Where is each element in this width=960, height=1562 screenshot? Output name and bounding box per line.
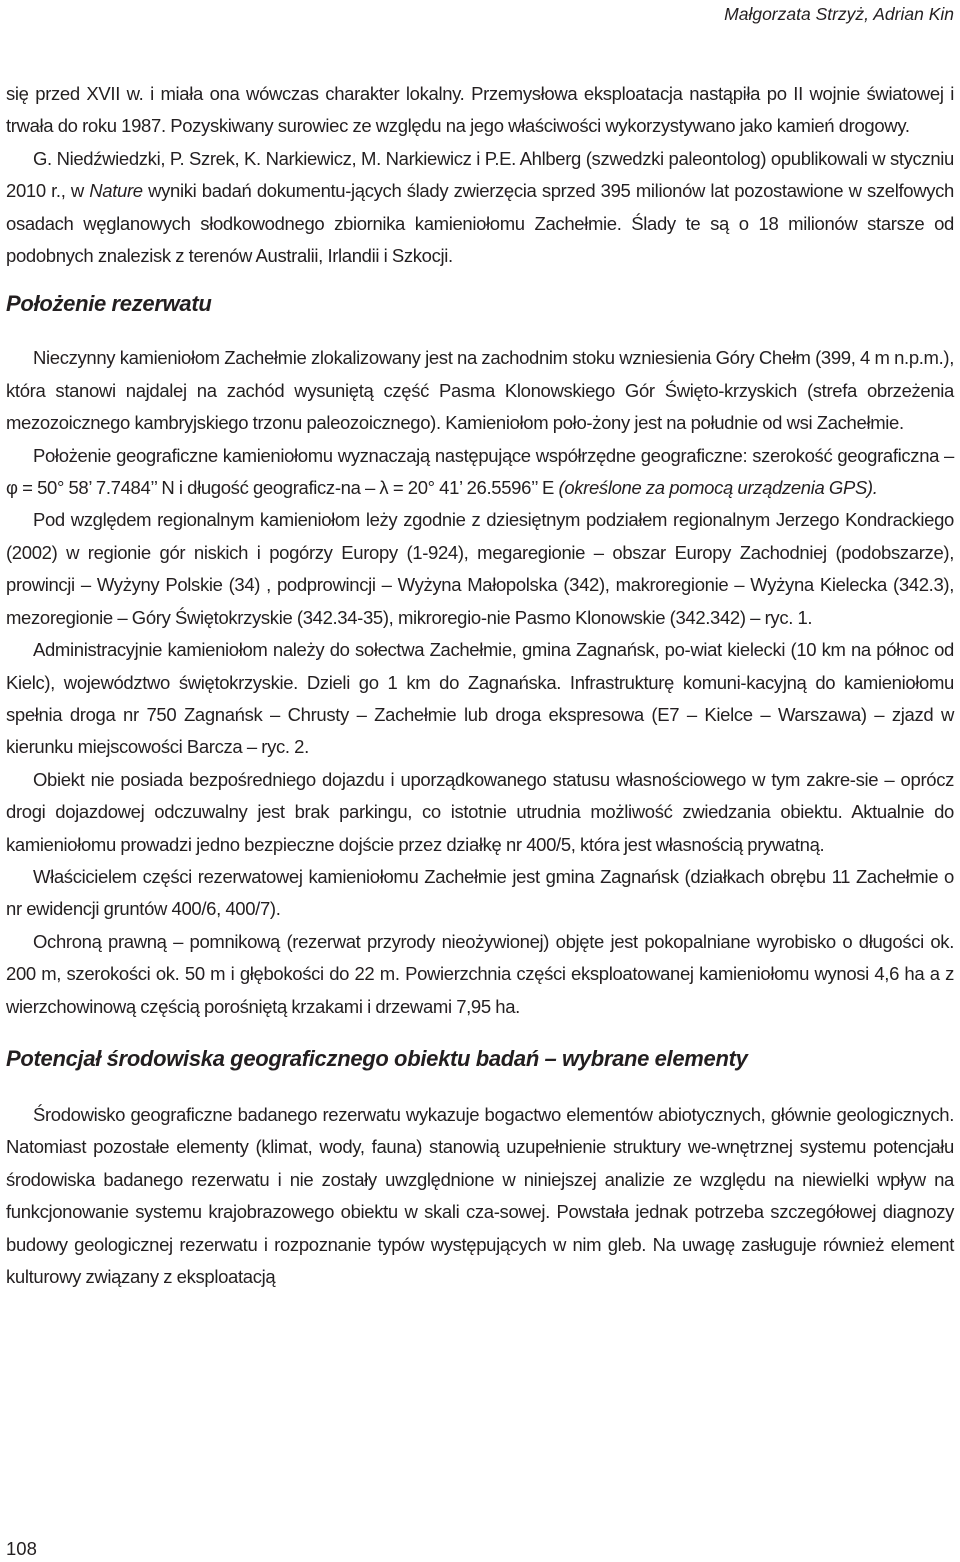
paragraph-administration: Administracyjnie kamieniołom należy do sołectwa Zachełmie, gmina Zagnańsk, po-wiat kielecki (10 km na północ od Kielc), województwo świętokrzyskie. Dzieli go 1 km do Zagnańska. Infrastrukturę komuni-kacyjną do kamieniołomu spełnia droga nr 750 Zagnańsk – Chrusty – Zachełmie lub droga ekspresowa (E7 – Kielce – Warszawa) – zjazd w kierunku miejscowości Barcza – ryc. 2.: [6, 639, 954, 758]
paragraph-legal-protection: Ochroną prawną – pomnikową (rezerwat przyrody nieożywionej) objęte jest pokopalniane wyrobisko o długości ok. 200 m, szerokości ok. 50 m i głębokości do 22 m. Powierzchnia części eksploatowanej kamieniołomu wynosi 4,6 ha a z wierzchowinową częścią porośniętą krzakami i drzewami 7,95 ha.: [6, 930, 954, 1017]
article-body: [6, 78, 954, 1293]
paragraph-location: Nieczynny kamieniołom Zachełmie zlokalizowany jest na zachodnim stoku wzniesienia Góry Chełm (399, 4 m n.p.m.), która stanowi najdalej na zachód wysuniętą część Pasma Klonowskiego Gór Święto-krzyskich (strefa obrzeżenia mezozoicznego kambryjskiego trzonu paleozoicznego). Kamieniołom poło-żony jest na południe od wsi Zachełmie.: [6, 347, 954, 434]
paragraph-ownership: Właścicielem części rezerwatowej kamieniołomu Zachełmie jest gmina Zagnańsk (działkach obrębu 11 Zachełmie o nr ewidencji gruntów 400/6, 400/7).: [6, 865, 954, 920]
paragraph-text: G. Niedźwiedzki, P. Szrek, K. Narkiewicz, M. Narkiewicz i P.E. Ahlberg (szwedzki paleontolog) opublikowali w styczniu 2010 r., w: [6, 147, 954, 202]
paragraph-environment: Środowisko geograficzne badanego rezerwatu wykazuje bogactwo elementów abiotycznych, głównie geologicznych. Natomiast pozostałe elementy (klimat, wody, fauna) stanowią uzupełnienie struktury we-wnętrznej systemu potencjału środowiska badanego rezerwatu i nie zostały uwzględnione w niniejszej analizie ze względu na niewielki wpływ na funkcjonowanie systemu krajobrazowego obiektu w skali cza-sowej. Powstała jednak potrzeba szczegółowej diagnozy budowy geologicznej rezerwatu i rozpoznanie typów występujących w nim gleb. Na uwagę zasługuje również element kulturowy związany z eksploatacją: [6, 1103, 954, 1287]
page-number: 108: [6, 1538, 37, 1559]
paragraph-access: Obiekt nie posiada bezpośredniego dojazdu i uporządkowanego statusu własnościowego w tym zakre-sie – oprócz drogi dojazdowej odczuwalny jest brak parkingu, co istotnie utrudnia możliwość zwiedzania obiektu. Aktualnie do kamieniołomu prowadzi jedno bezpieczne dojście przez działkę nr 400/5, która jest własnością prywatną.: [6, 768, 954, 855]
paragraph-history-end: się przed XVII w. i miała ona wówczas charakter lokalny. Przemysłowa eksploatacja nastąpiła po II wojnie światowej i trwała do roku 1987. Pozyskiwany surowiec ze względu na jego właściwości wykorzystywano jako kamień drogowy.: [6, 83, 954, 137]
paragraph-text: wyniki badań dokumentu-jących ślady zwierzęcia sprzed 395 milionów lat pozostawione w szelfowych osadach węglanowych słodkowodnego zbiornika kamieniołomu Zachełmie. Ślady te są o 18 milionów starsze od podobnych znalezisk z terenów Australii, Irlandii i Szkocji.: [6, 180, 954, 267]
section-heading-location: Położenie rezerwatu: [6, 291, 212, 317]
paragraph-nature-publication: [6, 143, 954, 273]
journal-name: Nature: [89, 180, 143, 202]
document-page: [6, 0, 954, 1562]
paragraph-text: Położenie geograficzne kamieniołomu wyznaczają następujące współrzędne geograficzne: szerokość geograficzna – φ = 50° 58’ 7.7484’’ N i długość geograficz-na – λ = 20° 41’ 26.5596’’ E: [6, 444, 954, 499]
paragraph-coordinates: [6, 440, 954, 505]
gps-note: (określone za pomocą urządzenia GPS).: [558, 477, 878, 499]
running-header-authors: Małgorzata Strzyż, Adrian Kin: [724, 4, 954, 24]
paragraph-regional-division: Pod względem regionalnym kamieniołom leży zgodnie z dziesiętnym podziałem regionalnym Jerzego Kondrackiego (2002) w regionie gór niskich i pogórzy Europy (1-924), megaregionie – obszar Europy Zachodniej (podobszarze), prowincji – Wyżyny Polskie (34) , podprowincji – Wyżyna Małopolska (342), makroregionie – Wyżyna Kielecka (342.3), mezoregionie – Góry Świętokrzyskie (342.34-35), mikroregio-nie Pasmo Klonowskie (342.342) – ryc. 1.: [6, 509, 954, 628]
section-heading-potential: Potencjał środowiska geograficznego obiektu badań – wybrane elementy: [6, 1045, 748, 1071]
